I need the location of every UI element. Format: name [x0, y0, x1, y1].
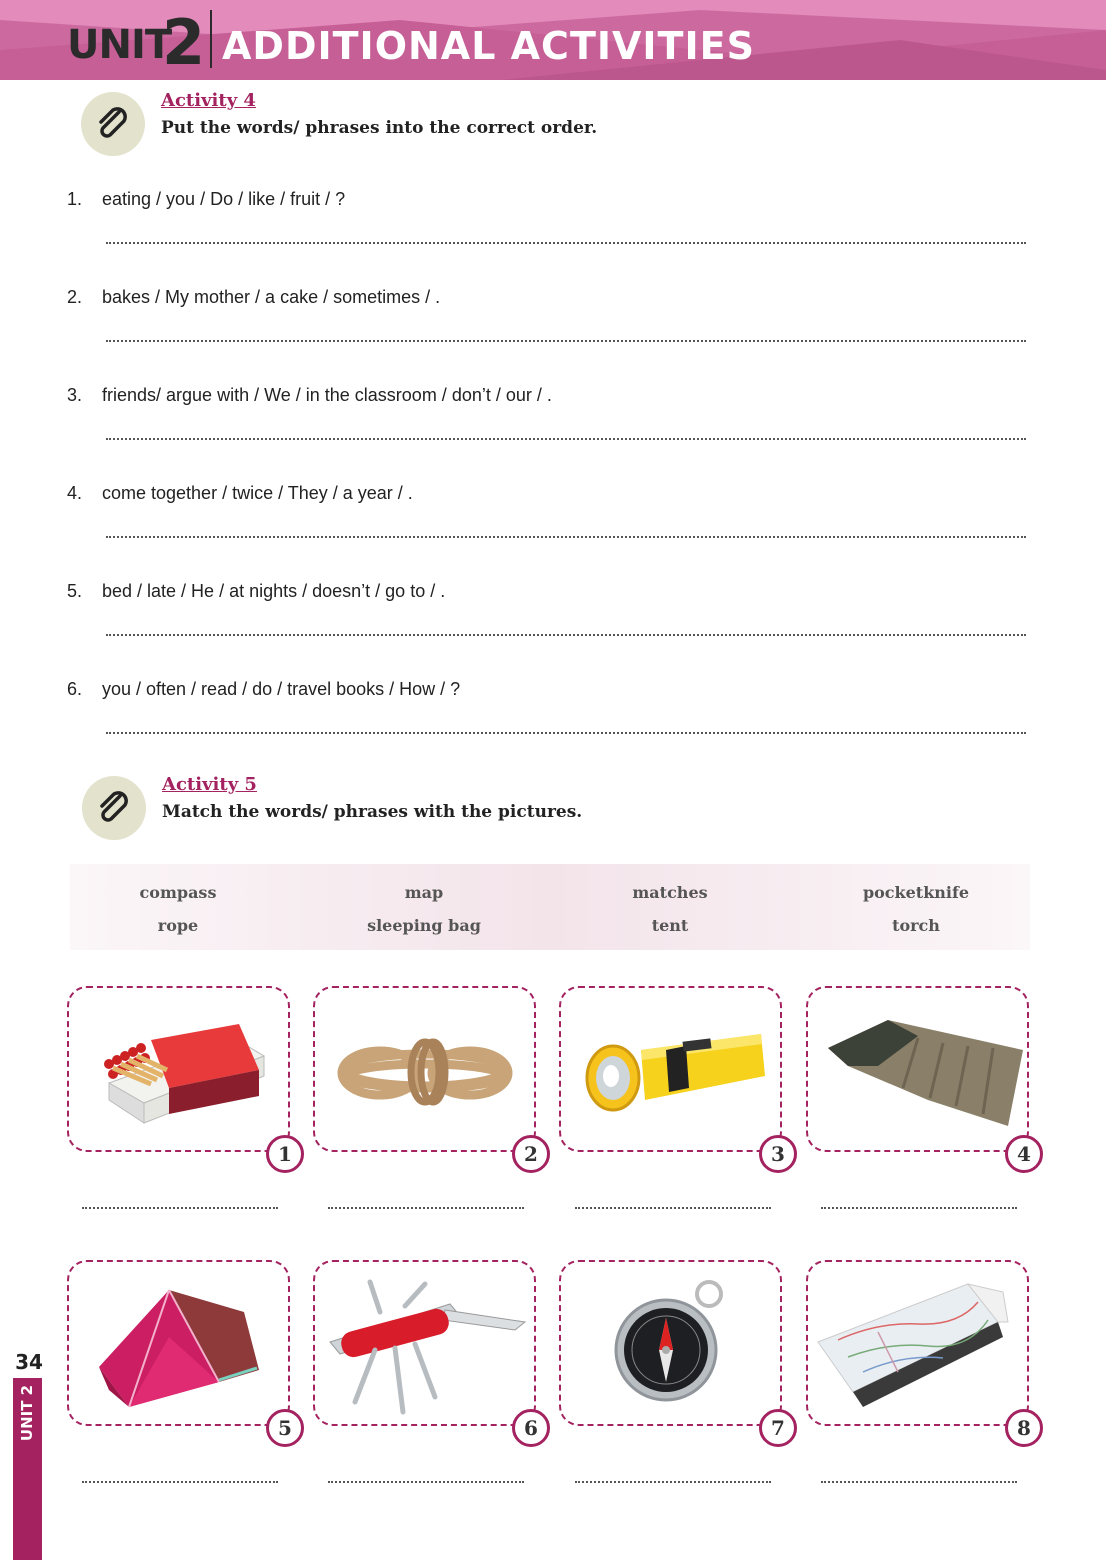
answer-line[interactable]: [106, 438, 1026, 440]
picture-number-badge: 5: [266, 1409, 304, 1447]
item-number: 3.: [67, 385, 83, 405]
item-number: 2.: [67, 287, 83, 307]
torch-picture: [561, 988, 784, 1154]
unit-number: 2: [162, 6, 206, 79]
picture-number-badge: 3: [759, 1135, 797, 1173]
picture-number-badge: 7: [759, 1409, 797, 1447]
picture-frame-1: [67, 986, 290, 1152]
picture-frame-7: [559, 1260, 782, 1426]
activity5-title: Activity 5: [162, 774, 257, 795]
item-number: 1.: [67, 189, 83, 209]
activity4-title: Activity 4: [161, 90, 256, 111]
answer-line[interactable]: [106, 634, 1026, 636]
word-sleeping-bag: sleeping bag: [367, 916, 481, 935]
picture-frame-3: [559, 986, 782, 1152]
header-banner: [0, 0, 1106, 80]
picture-number-badge: 8: [1005, 1409, 1043, 1447]
activity4-instruction: Put the words/ phrases into the correct order.: [161, 118, 598, 138]
answer-line[interactable]: [106, 732, 1026, 734]
answer-line[interactable]: [575, 1481, 771, 1483]
answer-line[interactable]: [575, 1207, 771, 1209]
picture-frame-8: [806, 1260, 1029, 1426]
activity5-instruction: Match the words/ phrases with the pictures.: [162, 802, 583, 822]
side-unit-text: UNIT 2: [18, 1384, 36, 1442]
word-rope: rope: [157, 916, 199, 935]
sleeping-bag-picture: [808, 988, 1031, 1154]
map-picture: [808, 1262, 1031, 1428]
word-bank: [70, 864, 1030, 950]
matchbox-picture: [69, 988, 292, 1154]
word-compass: compass: [139, 883, 217, 902]
picture-frame-6: [313, 1260, 536, 1426]
item-text: come together / twice / They / a year / .: [102, 483, 413, 503]
picture-number-badge: 1: [266, 1135, 304, 1173]
compass-picture: [561, 1262, 784, 1428]
answer-line[interactable]: [106, 340, 1026, 342]
item-number: 5.: [67, 581, 83, 601]
picture-frame-2: [313, 986, 536, 1152]
item-text: bed / late / He / at nights / doesn’t / go to / .: [102, 581, 446, 601]
item-number: 4.: [67, 483, 83, 503]
word-torch: torch: [892, 916, 940, 935]
answer-line[interactable]: [821, 1207, 1017, 1209]
answer-line[interactable]: [328, 1207, 524, 1209]
item-text: you / often / read / do / travel books / How / ?: [102, 679, 461, 699]
picture-number-badge: 4: [1005, 1135, 1043, 1173]
answer-line[interactable]: [106, 536, 1026, 538]
paperclip-icon: [82, 776, 146, 840]
unit-label: UNIT: [67, 22, 172, 68]
picture-frame-5: [67, 1260, 290, 1426]
side-unit-label: [15, 1384, 40, 1444]
picture-number-badge: 2: [512, 1135, 550, 1173]
answer-line[interactable]: [82, 1207, 278, 1209]
word-matches: matches: [632, 883, 708, 902]
word-map: map: [404, 883, 444, 902]
tent-picture: [69, 1262, 292, 1428]
answer-line[interactable]: [328, 1481, 524, 1483]
page-number: 34: [15, 1350, 43, 1374]
answer-line[interactable]: [106, 242, 1026, 244]
item-text: friends/ argue with / We / in the classroom / don’t / our / .: [102, 385, 552, 405]
rope-picture: [315, 988, 538, 1154]
word-tent: tent: [651, 916, 689, 935]
picture-number-badge: 6: [512, 1409, 550, 1447]
answer-line[interactable]: [821, 1481, 1017, 1483]
paperclip-icon: [81, 92, 145, 156]
word-pocketknife: pocketknife: [862, 883, 970, 902]
pocketknife-picture: [315, 1262, 538, 1428]
page-title: ADDITIONAL ACTIVITIES: [222, 24, 755, 68]
item-text: eating / you / Do / like / fruit / ?: [102, 189, 346, 209]
answer-line[interactable]: [82, 1481, 278, 1483]
item-number: 6.: [67, 679, 83, 699]
banner-divider: [210, 10, 212, 68]
item-text: bakes / My mother / a cake / sometimes / .: [102, 287, 441, 307]
picture-frame-4: [806, 986, 1029, 1152]
